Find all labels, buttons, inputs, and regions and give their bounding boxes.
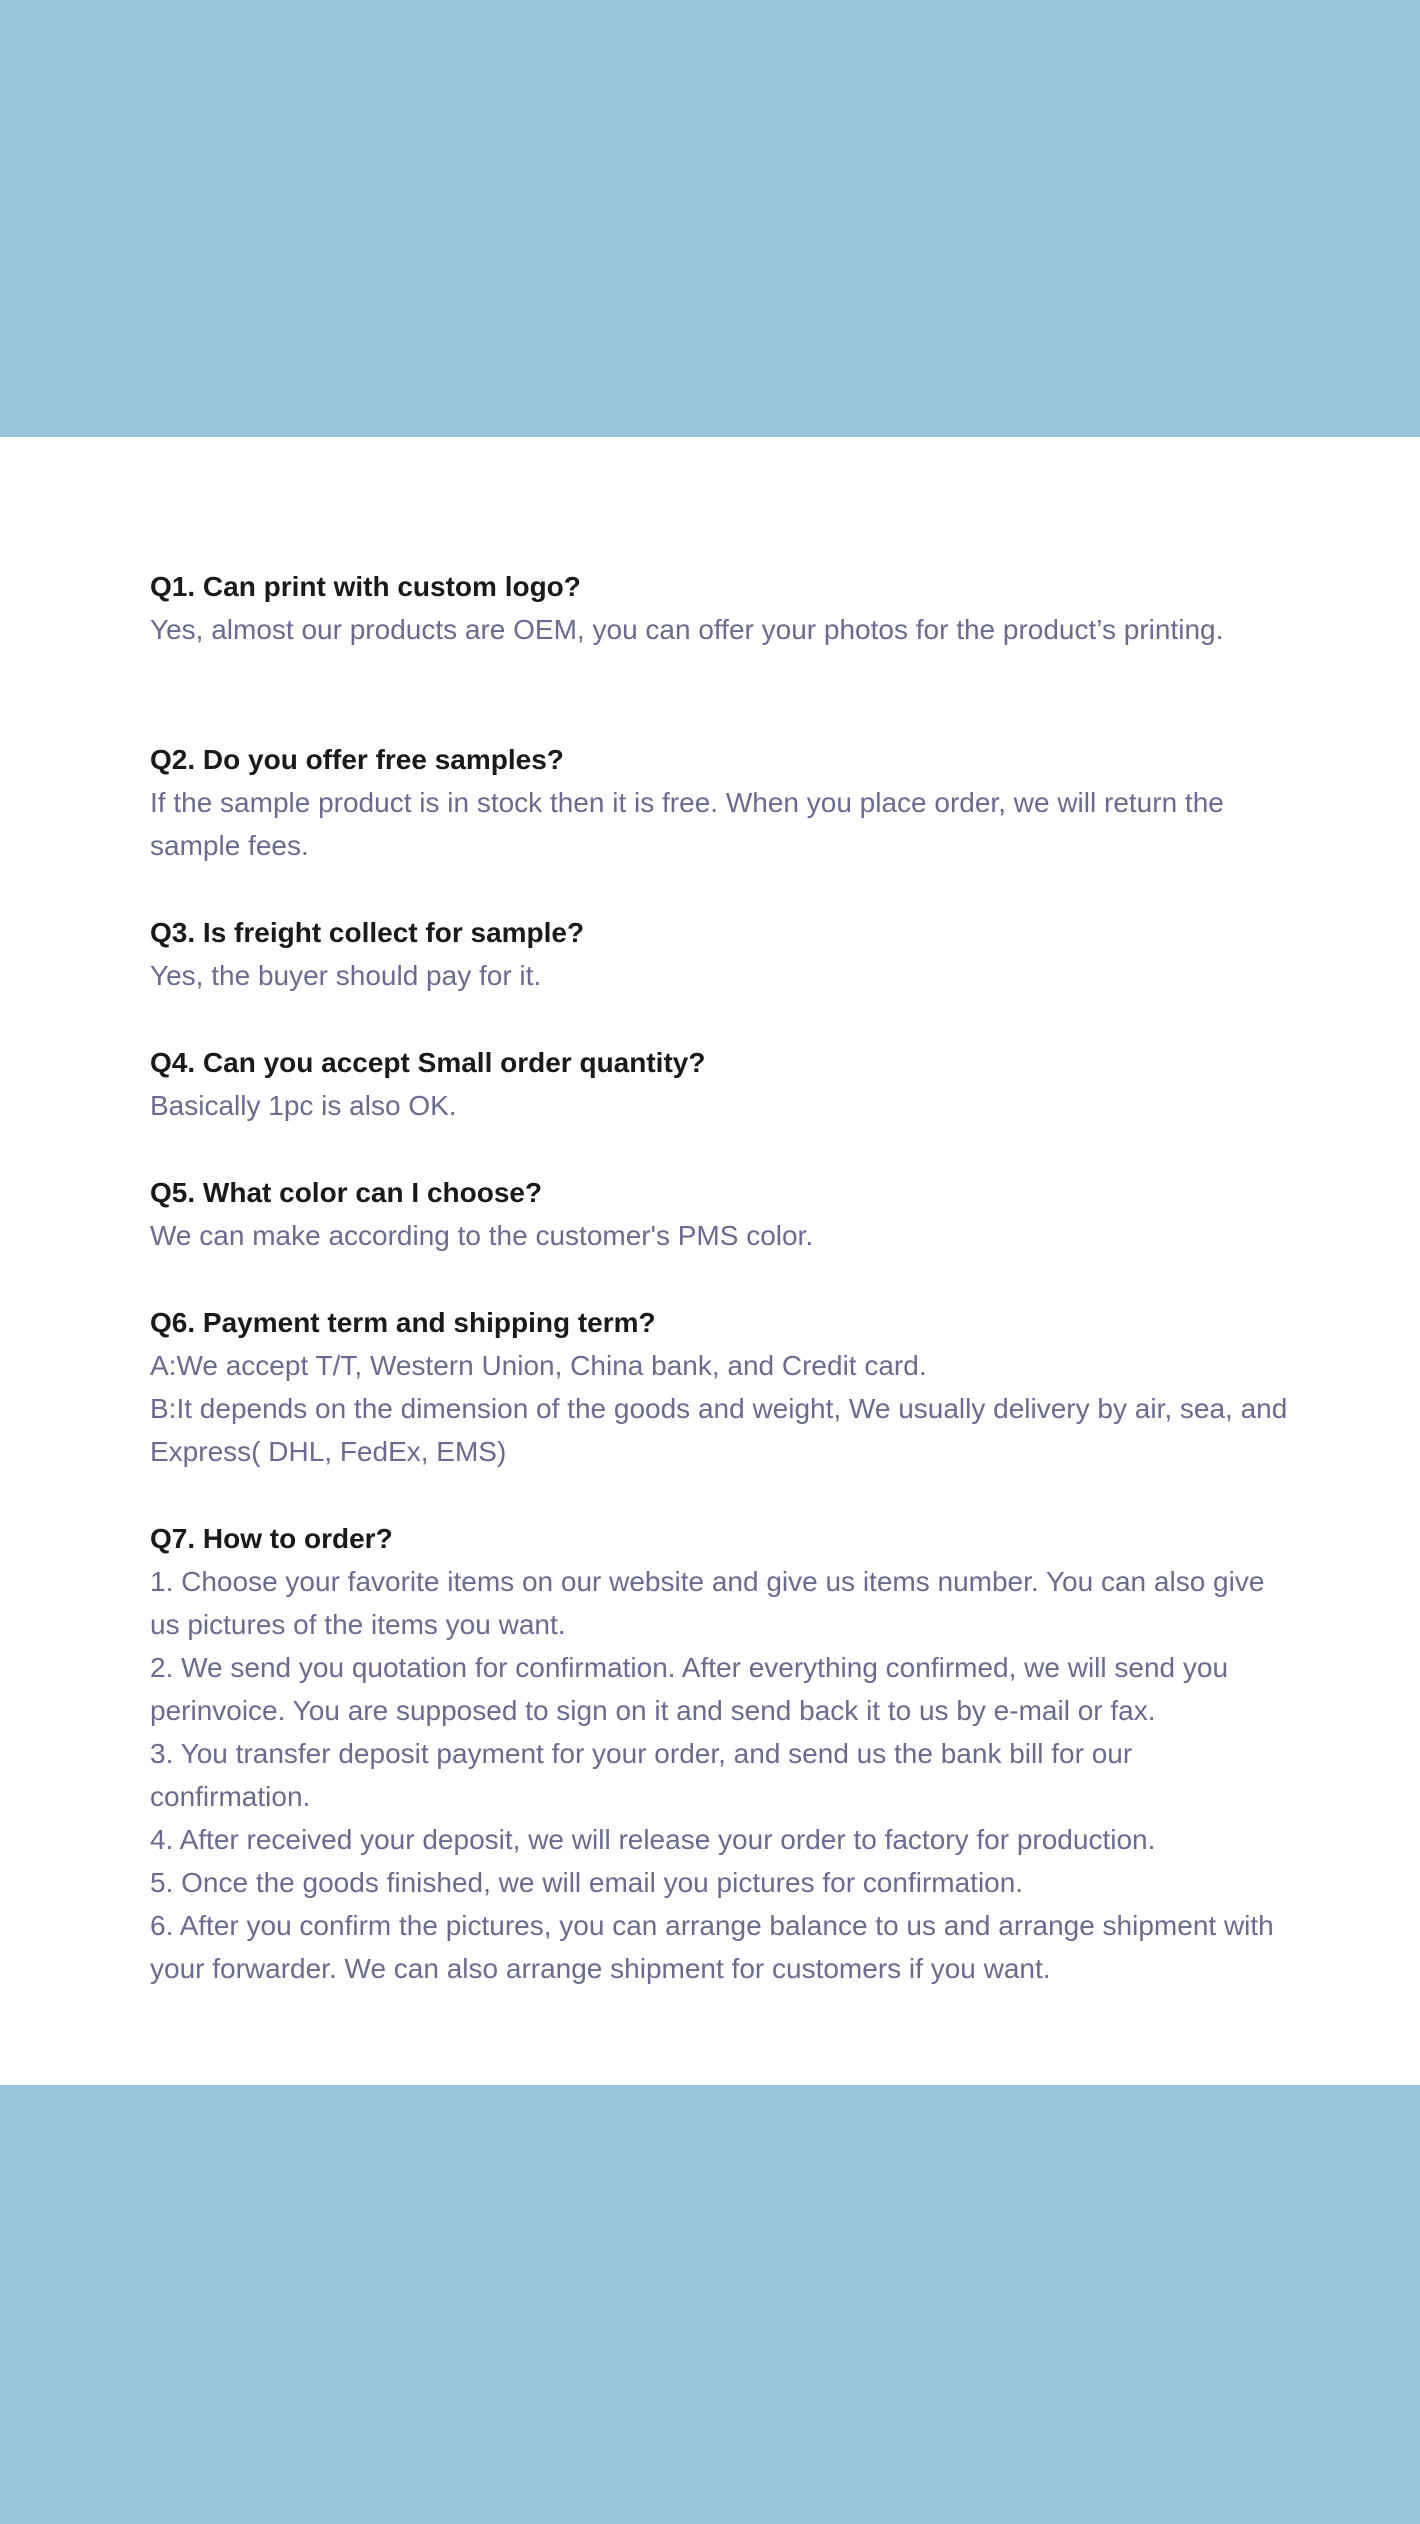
faq-item-q3 — [150, 911, 1290, 997]
faq-question: Q1. Can print with custom logo? — [150, 571, 581, 602]
faq-answer: 6. After you confirm the pictures, you can arrange balance to us and arrange shipment with your forwarder. We can also arrange shipment for customers if you want. — [150, 1910, 1274, 1984]
faq-item-q7 — [150, 1517, 1290, 1990]
faq-question: Q6. Payment term and shipping term? — [150, 1307, 656, 1338]
faq-item-q6 — [150, 1301, 1290, 1473]
faq-question: Q4. Can you accept Small order quantity? — [150, 1047, 706, 1078]
faq-answer: 3. You transfer deposit payment for your order, and send us the bank bill for our confirmation. — [150, 1738, 1133, 1812]
faq-question: Q7. How to order? — [150, 1523, 393, 1554]
faq-answer: Basically 1pc is also OK. — [150, 1090, 457, 1121]
faq-answer: 5. Once the goods finished, we will email you pictures for confirmation. — [150, 1867, 1024, 1898]
faq-answer: 4. After received your deposit, we will release your order to factory for production. — [150, 1824, 1156, 1855]
faq-question: Q3. Is freight collect for sample? — [150, 917, 585, 948]
faq-item-q2 — [150, 738, 1290, 867]
bottom-color-band — [0, 2085, 1420, 2524]
faq-answer: Yes, the buyer should pay for it. — [150, 960, 542, 991]
faq-answer: Yes, almost our products are OEM, you can offer your photos for the product’s printing. — [150, 614, 1224, 645]
faq-answer: B:It depends on the dimension of the goods and weight, We usually delivery by air, sea, and Express( DHL, FedEx, EMS) — [150, 1393, 1288, 1467]
faq-item-q1 — [150, 565, 1290, 651]
faq-question: Q5. What color can I choose? — [150, 1177, 543, 1208]
faq-answer: 2. We send you quotation for confirmation. After everything confirmed, we will send you perinvoice. You are supposed to sign on it and send back it to us by e-mail or fax. — [150, 1652, 1229, 1726]
faq-question: Q2. Do you offer free samples? — [150, 744, 564, 775]
top-color-band — [0, 0, 1420, 437]
faq-answer: If the sample product is in stock then it is free. When you place order, we will return the sample fees. — [150, 787, 1224, 861]
faq-answer: A:We accept T/T, Western Union, China bank, and Credit card. — [150, 1350, 927, 1381]
faq-panel — [0, 437, 1420, 2085]
faq-answer: We can make according to the customer's PMS color. — [150, 1220, 814, 1251]
faq-item-q5 — [150, 1171, 1290, 1257]
faq-item-q4 — [150, 1041, 1290, 1127]
faq-answer: 1. Choose your favorite items on our website and give us items number. You can also give us pictures of the items you want. — [150, 1566, 1265, 1640]
